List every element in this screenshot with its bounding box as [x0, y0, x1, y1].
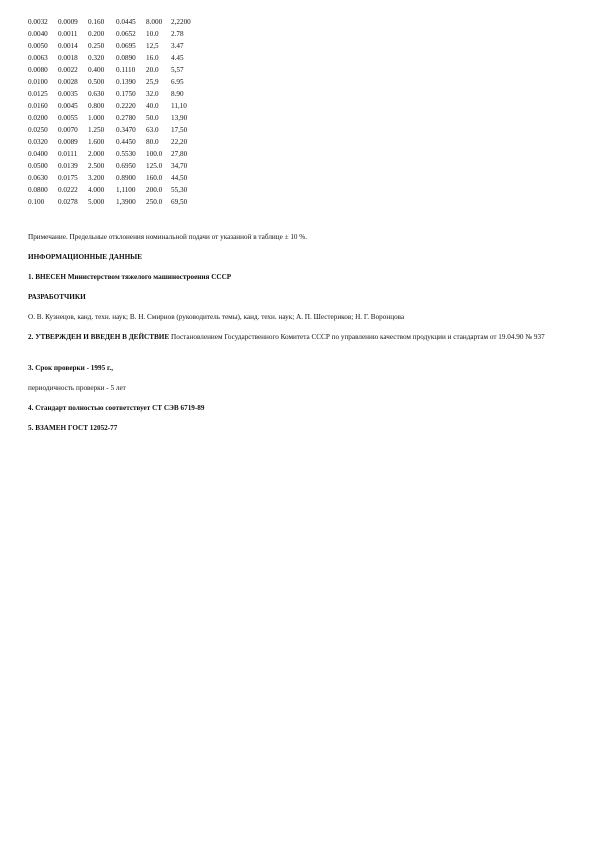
table-cell: 0.100: [28, 198, 45, 206]
info-item-4: 4. Стандарт полностью соответствует СТ СЭВ 6719-89: [28, 404, 205, 412]
table-cell: 50.0: [146, 114, 159, 122]
table-cell: 12,5: [146, 42, 159, 50]
table-cell: 5,57: [171, 66, 184, 74]
table-cell: 1,1100: [116, 186, 136, 194]
info-item-2-lead: 2. УТВЕРЖДЕН И ВВЕДЕН В ДЕЙСТВИЕ: [28, 333, 170, 341]
table-cell: 5.000: [88, 198, 105, 206]
table-cell: 0.0035: [58, 90, 78, 98]
table-cell: 0.0045: [58, 102, 78, 110]
table-cell: 0.0018: [58, 54, 78, 62]
table-cell: 0.0055: [58, 114, 78, 122]
table-cell: 0.3470: [116, 126, 136, 134]
table-row: [28, 28, 207, 40]
table-cell: 2.500: [88, 162, 105, 170]
table-row: [28, 40, 207, 52]
table-row: [28, 100, 207, 112]
developers-heading: РАЗРАБОТЧИКИ: [28, 293, 86, 301]
table-cell: 10.0: [146, 30, 159, 38]
table-cell: 2,2200: [171, 18, 191, 26]
table-cell: 0.160: [88, 18, 105, 26]
table-note: Примечание. Предельные отклонения номинальной подачи от указанной в таблице ± 10 %.: [28, 233, 308, 241]
table-cell: 125.0: [146, 162, 163, 170]
table-row: [28, 124, 207, 136]
info-item-2: [28, 333, 568, 343]
table-cell: 0.250: [88, 42, 105, 50]
table-row: [28, 172, 207, 184]
info-heading: ИНФОРМАЦИОННЫЕ ДАННЫЕ: [28, 253, 143, 261]
table-cell: 250.0: [146, 198, 163, 206]
table-cell: 2.000: [88, 150, 105, 158]
table-cell: 1,3900: [116, 198, 136, 206]
table-cell: 8.000: [146, 18, 163, 26]
info-item-5: 5. ВЗАМЕН ГОСТ 12052-77: [28, 424, 118, 432]
table-row: [28, 160, 207, 172]
info-item-3: 3. Срок проверки - 1995 г.,: [28, 364, 114, 372]
table-cell: 0.0160: [28, 102, 48, 110]
table-cell: 0.4450: [116, 138, 136, 146]
table-cell: 32.0: [146, 90, 159, 98]
table-cell: 40.0: [146, 102, 159, 110]
table-cell: 27,80: [171, 150, 188, 158]
table-row: [28, 184, 207, 196]
table-cell: 20.0: [146, 66, 159, 74]
table-cell: 17,50: [171, 126, 188, 134]
table-cell: 0.0089: [58, 138, 78, 146]
table-cell: 0.0652: [116, 30, 136, 38]
table-cell: 0.0111: [58, 150, 78, 158]
table-cell: 34,70: [171, 162, 188, 170]
table-cell: 1.000: [88, 114, 105, 122]
table-cell: 16.0: [146, 54, 159, 62]
table-cell: 0.500: [88, 78, 105, 86]
table-cell: 63.0: [146, 126, 159, 134]
table-cell: 0.0175: [58, 174, 78, 182]
table-row: [28, 52, 207, 64]
table-row: [28, 112, 207, 124]
table-cell: 0.0800: [28, 186, 48, 194]
table-cell: 100.0: [146, 150, 163, 158]
table-cell: 69,50: [171, 198, 188, 206]
table-cell: 0.0890: [116, 54, 136, 62]
table-cell: 8.90: [171, 90, 184, 98]
table-cell: 160.0: [146, 174, 163, 182]
table-cell: 0.0011: [58, 30, 78, 38]
table-cell: 200.0: [146, 186, 163, 194]
info-item-1: 1. ВНЕСЕН Министерством тяжелого машиностроения СССР: [28, 273, 232, 281]
table-cell: 25,9: [146, 78, 159, 86]
table-cell: 0.1390: [116, 78, 136, 86]
table-row: [28, 88, 207, 100]
table-cell: 0.0222: [58, 186, 78, 194]
developers-list: О. В. Кузнецов, канд. техн. наук; В. Н. Смирнов (руководитель темы), канд. техн. наук; А. П. Шестериков; Н. Г. Воронцова: [28, 313, 405, 321]
table-cell: 22,20: [171, 138, 188, 146]
table-row: [28, 16, 207, 28]
info-item-2-text: Постановлением Государственного Комитета СССР по управлению качеством продукции и стандартам от 19.04.90 № 937: [169, 333, 545, 341]
table-cell: 0.200: [88, 30, 105, 38]
review-period: периодичность проверки - 5 лет: [28, 384, 126, 392]
table-cell: 2.78: [171, 30, 184, 38]
table-cell: 0.5530: [116, 150, 136, 158]
table-cell: 0.0445: [116, 18, 136, 26]
table-cell: 0.0063: [28, 54, 48, 62]
table-cell: 0.800: [88, 102, 105, 110]
table-cell: 6.95: [171, 78, 184, 86]
table-cell: 0.0009: [58, 18, 78, 26]
table-cell: 4.000: [88, 186, 105, 194]
table-cell: 13,90: [171, 114, 188, 122]
table-cell: 0.2220: [116, 102, 136, 110]
table-cell: 0.0028: [58, 78, 78, 86]
values-table: [28, 16, 207, 208]
table-row: [28, 76, 207, 88]
table-row: [28, 196, 207, 208]
table-cell: 0.1750: [116, 90, 136, 98]
table-row: [28, 136, 207, 148]
table-cell: 0.0070: [58, 126, 78, 134]
table-cell: 0.0500: [28, 162, 48, 170]
table-cell: 55,30: [171, 186, 188, 194]
table-cell: 44,50: [171, 174, 188, 182]
table-cell: 0.6950: [116, 162, 136, 170]
table-cell: 80.0: [146, 138, 159, 146]
table-cell: 0.0032: [28, 18, 48, 26]
table-cell: 0.0125: [28, 90, 48, 98]
table-cell: 3.200: [88, 174, 105, 182]
table-cell: 0.0320: [28, 138, 48, 146]
table-cell: 0.8900: [116, 174, 136, 182]
table-cell: 0.0100: [28, 78, 48, 86]
table-cell: 0.0080: [28, 66, 48, 74]
table-cell: 0.0022: [58, 66, 78, 74]
table-cell: 0.0040: [28, 30, 48, 38]
table-cell: 0.0250: [28, 126, 48, 134]
table-cell: 0.1110: [116, 66, 136, 74]
table-cell: 0.2780: [116, 114, 136, 122]
table-cell: 3.47: [171, 42, 184, 50]
table-cell: 0.0139: [58, 162, 78, 170]
table-cell: 0.630: [88, 90, 105, 98]
table-cell: 0.0630: [28, 174, 48, 182]
table-cell: 11,10: [171, 102, 187, 110]
table-cell: 0.400: [88, 66, 105, 74]
table-cell: 0.0014: [58, 42, 78, 50]
table-cell: 0.0278: [58, 198, 78, 206]
table-cell: 0.0050: [28, 42, 48, 50]
table-cell: 0.0695: [116, 42, 136, 50]
values-table-body: [28, 16, 207, 208]
table-row: [28, 64, 207, 76]
table-cell: 1.250: [88, 126, 105, 134]
table-cell: 0.0400: [28, 150, 48, 158]
table-cell: 4.45: [171, 54, 184, 62]
table-row: [28, 148, 207, 160]
table-cell: 0.320: [88, 54, 105, 62]
table-cell: 1.600: [88, 138, 105, 146]
table-cell: 0.0200: [28, 114, 48, 122]
